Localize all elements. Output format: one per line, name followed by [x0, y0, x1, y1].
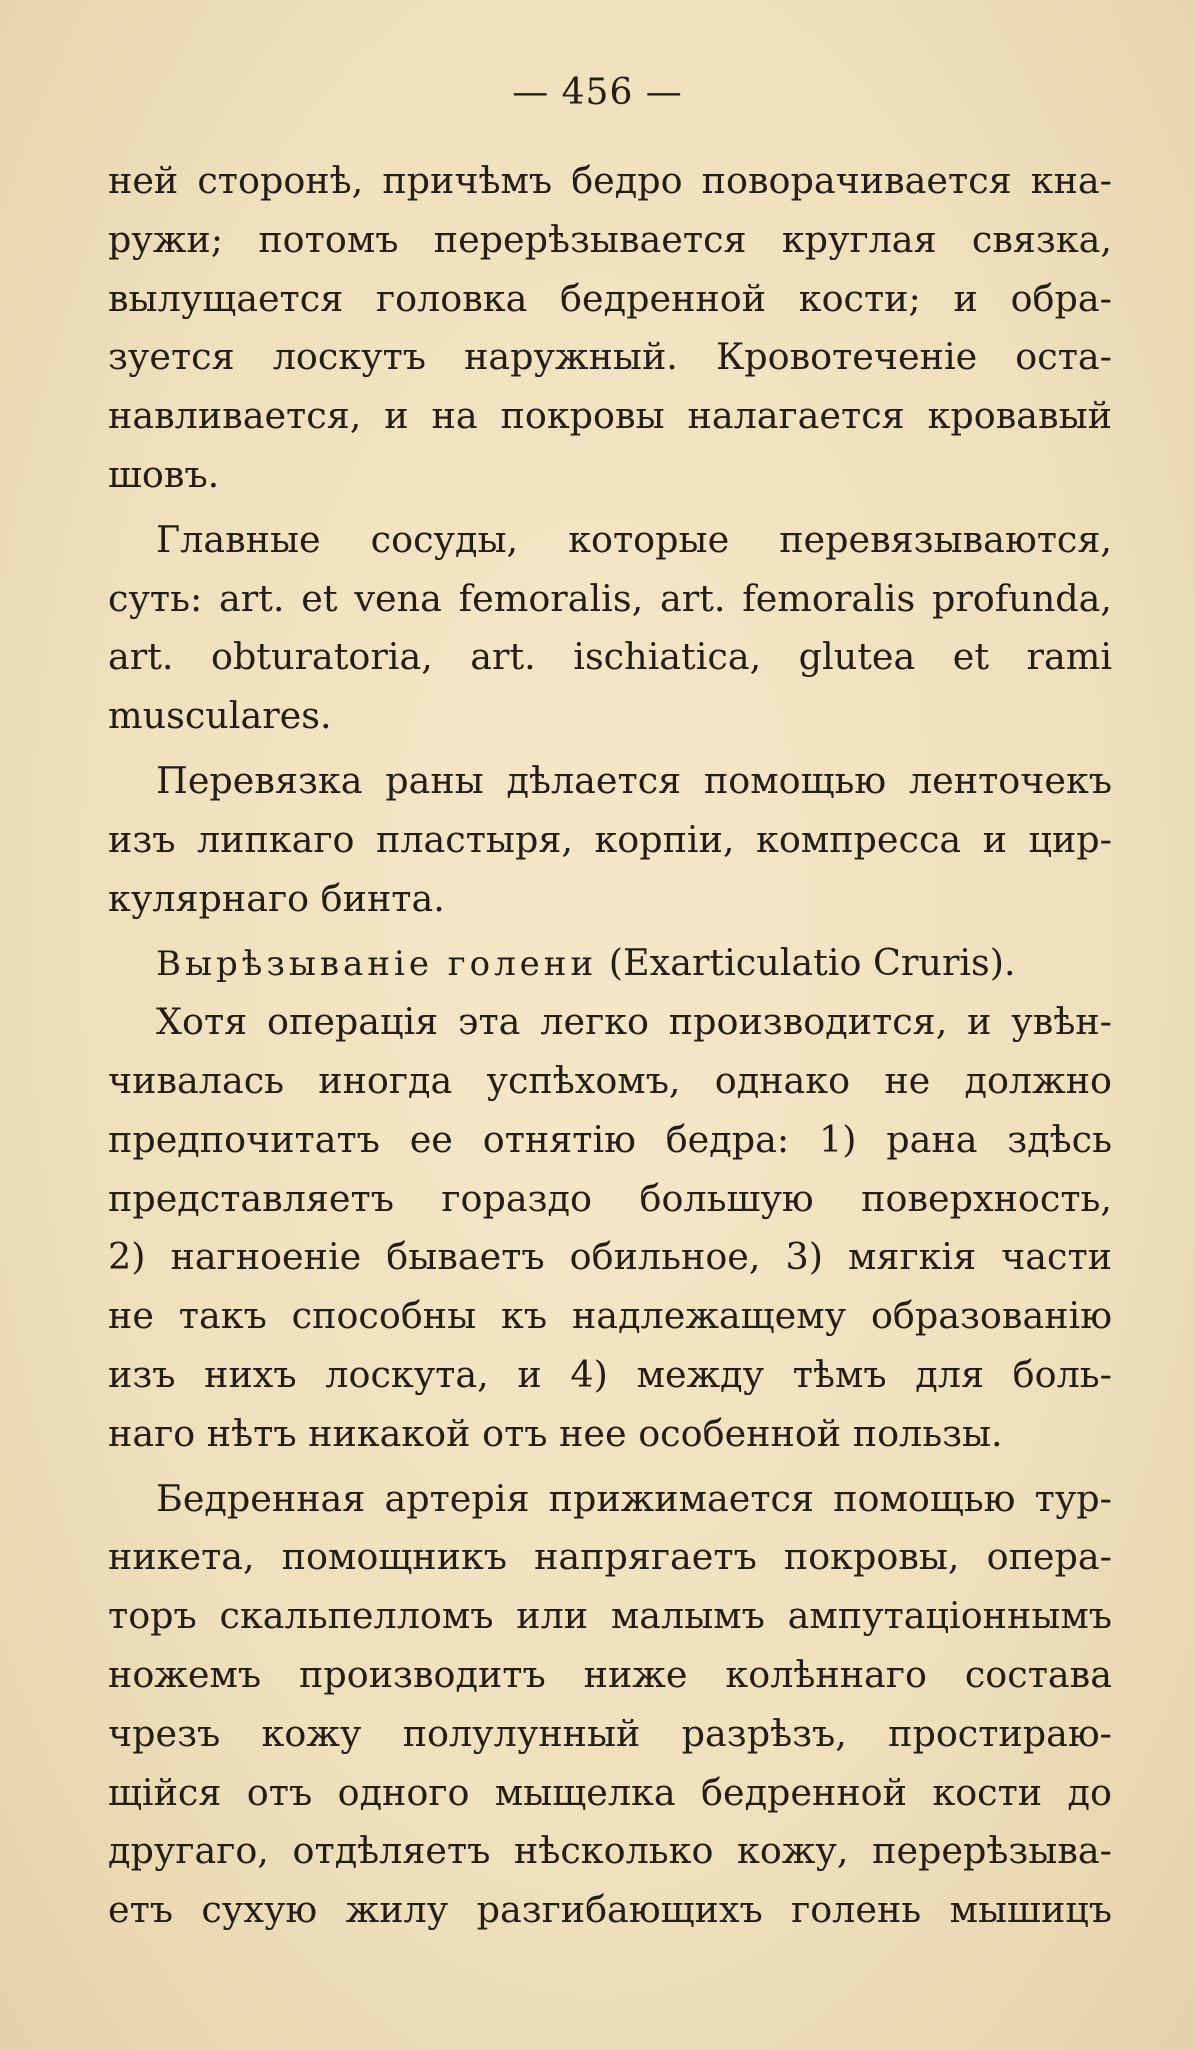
text-line: другаго, отдѣляетъ нѣсколько кожу, перерѣзыва- [108, 1829, 1112, 1873]
text-line: суть: art. et vena femoralis, art. femoralis profunda, [108, 576, 1112, 620]
text-line: предпочитатъ ее отнятію бедра: 1) рана здѣсь [108, 1117, 1112, 1161]
body-text [108, 152, 1112, 1940]
text-line: шовъ. [108, 452, 220, 496]
text-line: вылущается головка бедренной кости; и обра- [108, 276, 1112, 320]
paragraph [108, 1470, 1112, 1940]
text-line: art. obturatoria, art. ischiatica, glutea et rami [108, 635, 1112, 679]
text-line: навливается, и на покровы налагается кровавый [108, 394, 1112, 438]
section-heading [108, 934, 1112, 993]
text-line: ножемъ производитъ ниже колѣннаго состава [108, 1652, 1112, 1696]
page-number: — 456 — [512, 72, 683, 113]
text-line: кулярнаго бинта. [108, 876, 445, 920]
text-line: изъ липкаго пластыря, корпіи, компресса и цир- [108, 817, 1112, 861]
text-line: не такъ способны къ надлежащему образованію [108, 1294, 1112, 1338]
text-line: Бедренная артерія прижимается помощью тур- [156, 1476, 1112, 1520]
text-line: musculares. [108, 694, 332, 738]
text-line: торъ скальпелломъ или малымъ ампутаціоннымъ [108, 1594, 1112, 1638]
text-line: наго нѣтъ никакой отъ нее особенной пользы. [108, 1411, 1003, 1455]
section-heading-latin: (Exarticulatio Cruris). [608, 941, 1016, 985]
text-line: Хотя операція эта легко производится, и увѣн- [156, 1000, 1112, 1044]
text-line: 2) нагноеніе бываетъ обильное, 3) мягкія части [108, 1235, 1112, 1279]
text-line: Главные сосуды, которые перевязываются, [156, 517, 1112, 561]
text-line: ружи; потомъ перерѣзывается круглая связка, [108, 217, 1112, 261]
text-line: чивалась иногда успѣхомъ, однако не должно [108, 1058, 1112, 1102]
text-line: зуется лоскутъ наружный. Кровотеченіе оста- [108, 335, 1112, 379]
text-line: ней сторонѣ, причѣмъ бедро поворачивается кна- [108, 159, 1112, 202]
paragraph [108, 993, 1112, 1463]
text-line: етъ сухую жилу разгибающихъ голень мышицъ [108, 1888, 1112, 1932]
text-line: изъ нихъ лоскута, и 4) между тѣмъ для боль- [108, 1352, 1112, 1396]
text-line: щійся отъ одного мыщелка бедренной кости до [108, 1770, 1112, 1814]
text-line: Перевязка раны дѣлается помощью ленточекъ [156, 758, 1112, 802]
paragraph [108, 752, 1112, 928]
paragraph [108, 152, 1112, 505]
text-line: представляетъ гораздо большую поверхность, [108, 1176, 1112, 1220]
section-heading-title: Вырѣзываніе голени [156, 944, 598, 985]
paragraph [108, 511, 1112, 746]
text-line: чрезъ кожу полулунный разрѣзъ, простираю- [108, 1711, 1112, 1755]
text-line: никета, помощникъ напрягаетъ покровы, опера- [108, 1535, 1112, 1579]
